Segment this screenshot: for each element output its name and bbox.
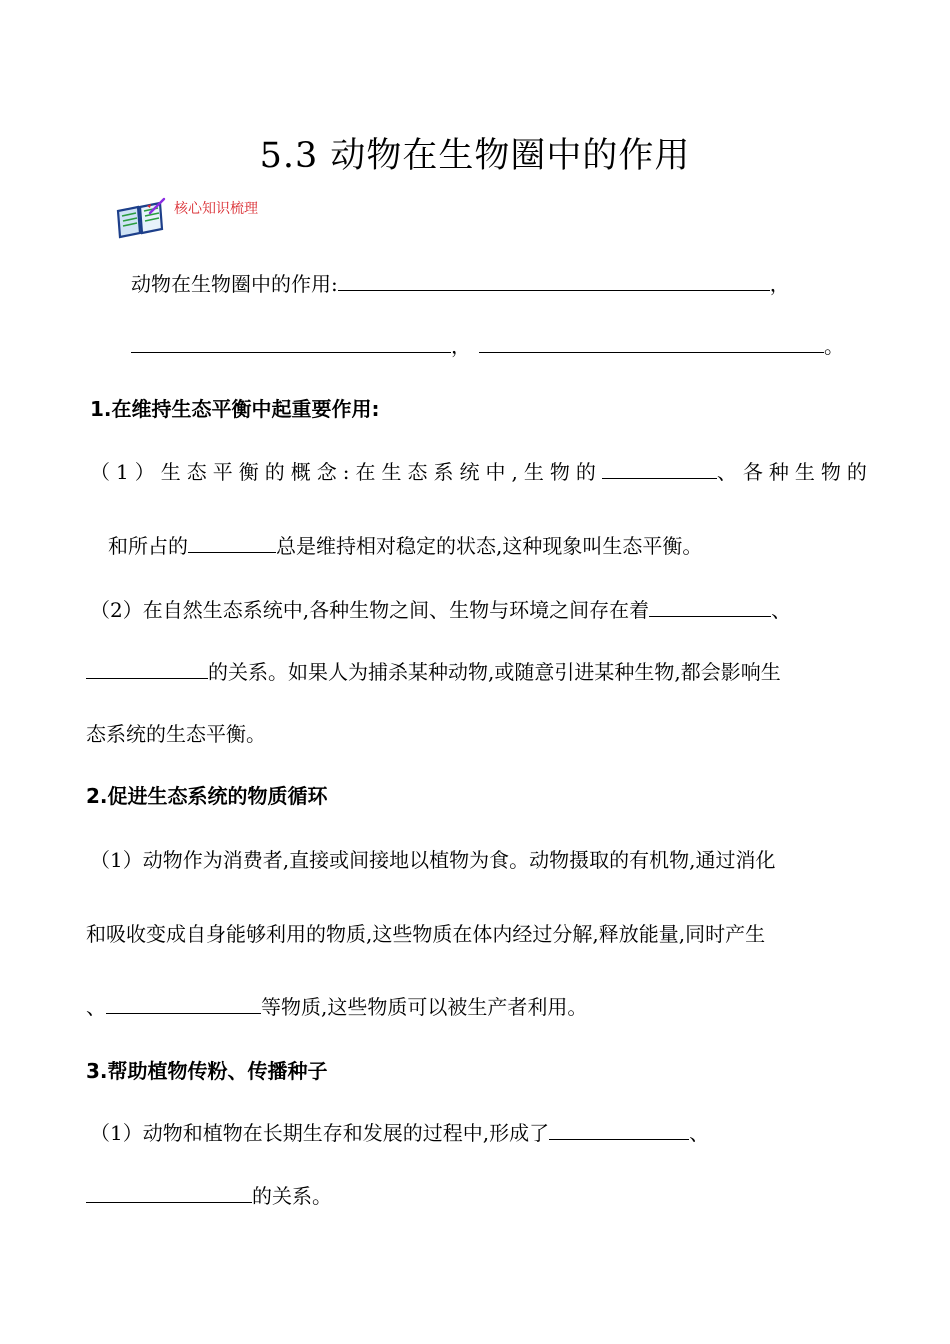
blank-field[interactable]	[86, 658, 208, 679]
s2-paragraph-1-line-3	[86, 991, 587, 1020]
s2-paragraph-1-line-2: 和吸收变成自身能够利用的物质,这些物质在体内经过分解,释放能量,同时产生	[86, 922, 766, 946]
blank-field[interactable]	[131, 332, 451, 353]
blank-field[interactable]	[86, 1182, 252, 1203]
text: （1）生态平衡的概念:在生态系统中,生物的	[90, 460, 602, 484]
open-book-icon	[114, 197, 166, 241]
blank-field[interactable]	[188, 532, 276, 553]
s1-paragraph-1-line-1	[90, 456, 873, 485]
blank-field[interactable]	[649, 596, 771, 617]
blank-field[interactable]	[479, 332, 824, 353]
intro-end: 。	[824, 334, 844, 358]
page-title: 5.3 动物在生物圈中的作用	[259, 136, 691, 176]
intro-separator: ，	[769, 272, 790, 296]
text: 等物质,这些物质可以被生产者利用。	[261, 995, 588, 1019]
text: 的关系。	[252, 1184, 332, 1208]
blank-field[interactable]	[338, 270, 770, 291]
text: 的关系。如果人为捕杀某种动物,或随意引进某种生物,都会影响生	[208, 660, 781, 684]
s2-paragraph-1-line-1: （1）动物作为消费者,直接或间接地以植物为食。动物摄取的有机物,通过消化	[90, 848, 776, 872]
s3-paragraph-1-line-1	[90, 1117, 709, 1146]
s1-paragraph-2-line-3: 态系统的生态平衡。	[86, 722, 266, 746]
s1-paragraph-2-line-1	[90, 594, 791, 623]
text: 、	[689, 1121, 710, 1145]
section-2-heading: 2.促进生态系统的物质循环	[86, 784, 328, 808]
text: 和所占的	[108, 534, 188, 558]
blank-field[interactable]	[602, 458, 717, 479]
s1-paragraph-2-line-2	[86, 656, 781, 685]
section-badge-label: 核心知识梳理	[174, 201, 258, 217]
blank-field[interactable]	[106, 993, 261, 1014]
s1-paragraph-1-line-2	[108, 530, 702, 559]
text: （1）动物和植物在长期生存和发展的过程中,形成了	[90, 1121, 550, 1145]
text: 、各种生物的	[716, 460, 873, 484]
section-1-heading: 1.在维持生态平衡中起重要作用:	[90, 397, 380, 421]
intro-label: 动物在生物圈中的作用:	[131, 272, 338, 296]
intro-line-2	[131, 330, 844, 359]
section-3-heading: 3.帮助植物传粉、传播种子	[86, 1059, 328, 1083]
blank-field[interactable]	[549, 1119, 689, 1140]
intro-separator: ，	[451, 334, 471, 358]
text: 、	[86, 995, 106, 1019]
s3-paragraph-1-line-2	[86, 1180, 332, 1209]
intro-line-1	[131, 268, 790, 297]
text: 、	[771, 598, 792, 622]
text: （2）在自然生态系统中,各种生物之间、生物与环境之间存在着	[90, 598, 650, 622]
text: 总是维持相对稳定的状态,这种现象叫生态平衡。	[276, 534, 703, 558]
